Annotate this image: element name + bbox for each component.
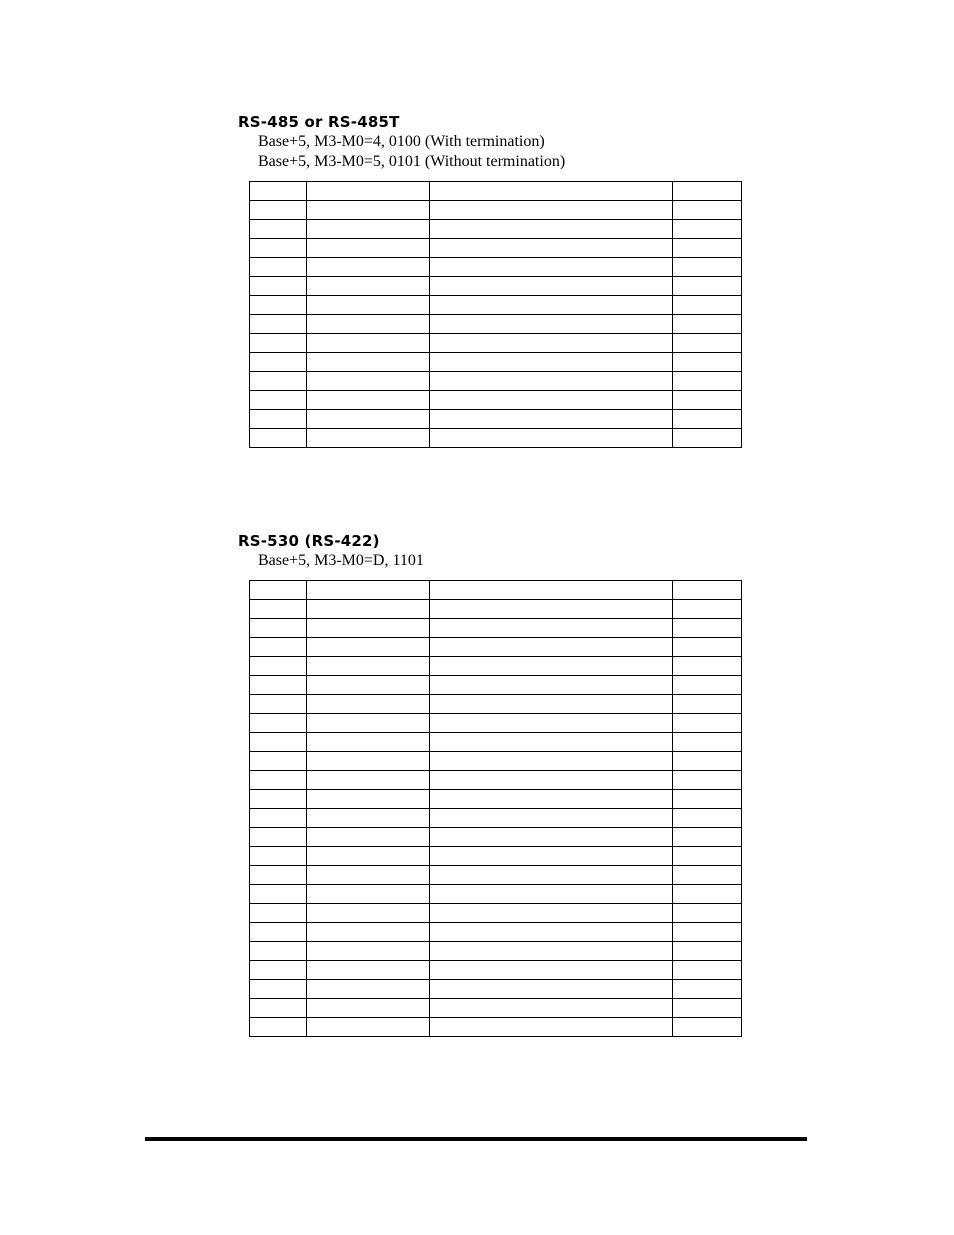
table-cell [673,866,742,885]
table-cell [673,296,742,315]
table-cell [250,600,307,619]
table-cell [673,372,742,391]
table-row [250,429,742,448]
section-rs485-line-2: Base+5, M3-M0=5, 0101 (Without termination) [258,153,566,170]
table-cell [307,239,430,258]
table-row [250,676,742,695]
table-cell [307,809,430,828]
table-cell [307,904,430,923]
table-row [250,334,742,353]
table-cell [250,182,307,201]
table-cell [430,201,673,220]
table-cell [307,980,430,999]
table-cell [307,391,430,410]
table-row [250,866,742,885]
table-cell [430,942,673,961]
table-cell [430,334,673,353]
section-rs530-line-1: Base+5, M3-M0=D, 1101 [258,552,424,569]
table-cell [250,771,307,790]
table-cell [430,923,673,942]
table-row [250,296,742,315]
table-cell [430,638,673,657]
table-cell [307,277,430,296]
table-cell [250,353,307,372]
table-cell [307,714,430,733]
table-row [250,923,742,942]
table-row [250,714,742,733]
table-cell [250,828,307,847]
table-cell [673,999,742,1018]
table-row [250,752,742,771]
table-cell [307,638,430,657]
table-cell [307,752,430,771]
table-cell [250,733,307,752]
table-cell [250,239,307,258]
table-cell [307,619,430,638]
table-cell [430,980,673,999]
table-cell [430,220,673,239]
table-cell [250,942,307,961]
table-cell [673,220,742,239]
table-row [250,315,742,334]
table-cell [250,714,307,733]
table-cell [430,410,673,429]
table-cell [250,847,307,866]
table-cell [250,220,307,239]
table-cell [250,923,307,942]
table-cell [250,657,307,676]
table-cell [250,334,307,353]
table-cell [673,581,742,600]
table-cell [307,296,430,315]
table-cell [307,182,430,201]
table-cell [673,847,742,866]
table-cell [307,429,430,448]
table-cell [307,581,430,600]
table-row [250,999,742,1018]
table-row [250,239,742,258]
table-cell [673,182,742,201]
table-cell [673,923,742,942]
table-cell [307,828,430,847]
table-cell [673,315,742,334]
table-cell [430,809,673,828]
table-cell [250,638,307,657]
footer-rule [145,1137,807,1141]
table-cell [250,201,307,220]
table-cell [430,600,673,619]
table-cell [430,391,673,410]
table-cell [673,752,742,771]
table-cell [250,866,307,885]
table-row [250,600,742,619]
table-row [250,638,742,657]
table-cell [673,961,742,980]
table-cell [430,372,673,391]
table-cell [307,733,430,752]
table-cell [673,277,742,296]
table-cell [307,315,430,334]
table-cell [430,581,673,600]
table-cell [673,258,742,277]
table-cell [673,201,742,220]
table-cell [307,220,430,239]
table-cell [430,258,673,277]
table-row [250,353,742,372]
table-cell [250,999,307,1018]
section-rs485-line-1: Base+5, M3-M0=4, 0100 (With termination) [258,133,545,150]
table-cell [673,980,742,999]
table-cell [250,676,307,695]
rs530-pin-table-body [250,581,742,1037]
table-cell [430,296,673,315]
table-row [250,733,742,752]
table-cell [250,410,307,429]
table-cell [430,752,673,771]
table-cell [307,942,430,961]
table-cell [307,923,430,942]
table-cell [307,961,430,980]
table-cell [673,619,742,638]
section-rs485-title: RS-485 or RS-485T [238,113,400,131]
table-cell [673,809,742,828]
table-row [250,961,742,980]
table-cell [430,657,673,676]
table-row [250,410,742,429]
table-cell [430,904,673,923]
table-row [250,391,742,410]
table-cell [430,733,673,752]
table-row [250,828,742,847]
table-cell [250,695,307,714]
table-cell [307,372,430,391]
rs530-pin-table [249,580,742,1037]
table-row [250,372,742,391]
table-cell [250,258,307,277]
table-cell [250,429,307,448]
table-cell [673,334,742,353]
table-cell [673,657,742,676]
table-cell [307,1018,430,1037]
table-row [250,790,742,809]
table-row [250,581,742,600]
table-cell [250,885,307,904]
rs485-pin-table [249,181,742,448]
table-row [250,619,742,638]
table-row [250,657,742,676]
table-cell [430,277,673,296]
table-cell [430,771,673,790]
table-cell [307,771,430,790]
table-cell [250,277,307,296]
table-cell [430,239,673,258]
table-cell [307,885,430,904]
table-cell [673,695,742,714]
table-cell [250,315,307,334]
table-cell [430,999,673,1018]
table-cell [673,391,742,410]
table-cell [673,429,742,448]
table-row [250,980,742,999]
table-cell [673,676,742,695]
table-cell [250,372,307,391]
table-cell [250,752,307,771]
table-row [250,182,742,201]
table-cell [250,961,307,980]
table-cell [250,1018,307,1037]
table-row [250,809,742,828]
table-cell [430,182,673,201]
table-row [250,771,742,790]
table-cell [430,866,673,885]
table-cell [307,410,430,429]
table-cell [430,619,673,638]
section-rs530-title: RS-530 (RS-422) [238,532,380,550]
table-cell [250,980,307,999]
table-row [250,1018,742,1037]
table-cell [307,676,430,695]
table-row [250,258,742,277]
table-cell [673,885,742,904]
table-cell [430,695,673,714]
table-cell [307,847,430,866]
table-cell [250,581,307,600]
table-cell [673,771,742,790]
table-cell [307,999,430,1018]
table-row [250,201,742,220]
table-cell [250,296,307,315]
table-cell [307,866,430,885]
table-cell [673,790,742,809]
table-row [250,220,742,239]
table-cell [250,790,307,809]
table-cell [430,315,673,334]
table-row [250,942,742,961]
table-cell [673,353,742,372]
table-cell [307,334,430,353]
table-row [250,885,742,904]
table-cell [673,1018,742,1037]
table-cell [430,1018,673,1037]
table-cell [430,828,673,847]
table-cell [307,201,430,220]
table-cell [430,847,673,866]
table-cell [430,429,673,448]
table-row [250,277,742,296]
table-row [250,847,742,866]
table-cell [250,904,307,923]
table-cell [673,904,742,923]
table-row [250,904,742,923]
table-cell [307,258,430,277]
table-cell [430,790,673,809]
table-cell [673,600,742,619]
table-cell [250,391,307,410]
rs485-pin-table-body [250,182,742,448]
table-cell [430,714,673,733]
table-cell [307,657,430,676]
table-cell [673,828,742,847]
table-cell [307,695,430,714]
table-cell [250,809,307,828]
table-cell [430,676,673,695]
table-cell [673,410,742,429]
table-cell [673,714,742,733]
table-cell [430,885,673,904]
table-cell [673,942,742,961]
table-cell [430,353,673,372]
table-cell [430,961,673,980]
table-cell [307,600,430,619]
table-cell [673,239,742,258]
table-row [250,695,742,714]
table-cell [673,638,742,657]
table-cell [250,619,307,638]
table-cell [307,353,430,372]
table-cell [307,790,430,809]
table-cell [673,733,742,752]
